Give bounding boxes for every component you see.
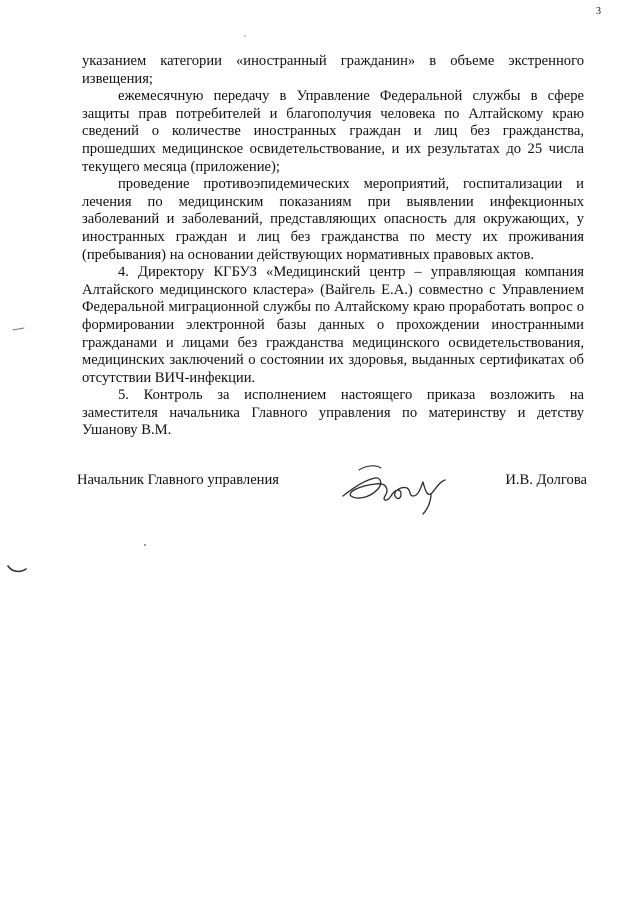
scan-artifact-dot [243, 34, 247, 38]
handwritten-signature [335, 456, 455, 516]
page-number: 3 [596, 6, 601, 17]
scan-artifact-side-mark [12, 326, 26, 332]
document-body [82, 53, 584, 440]
paragraph-2: ежемесячную передачу в Управление Федеральной службы в сфере защиты прав потребителей и благополучия человека по Алтайскому краю сведений о количестве иностранных граждан и лиц без гражданства, прошедших медицинское освидетельствование, и их результатах до 25 числа текущего месяца (приложение); [82, 88, 584, 175]
scan-artifact-left-mark [6, 562, 28, 576]
signer-title: Начальник Главного управления [77, 472, 280, 488]
signature-block [77, 456, 587, 516]
paragraph-5: 5. Контроль за исполнением настоящего приказа возложить на заместителя начальника Главного управления по материнству и детству Ушанову В.М. [82, 387, 584, 439]
scan-artifact-dot [143, 543, 147, 547]
signer-name: И.В. Долгова [505, 472, 587, 488]
paragraph-3: проведение противоэпидемических мероприятий, госпитализации и лечения по медицинским показаниям при выявлении инфекционных заболеваний и заболеваний, представляющих опасность для окружающих, у иностранных граждан и лиц без гражданства по месту их проживания (пребывания) на основании действующих нормативных правовых актов. [82, 176, 584, 263]
paragraph-4: 4. Директору КГБУЗ «Медицинский центр – управляющая компания Алтайского медицинского кластера» (Вайгель Е.А.) совместно с Управлением Федеральной миграционной службы по Алтайскому краю проработать вопрос о формировании электронной базы данных о прохождении иностранными гражданами и лицами без гражданства медицинского освидетельствования, медицинских заключений о состоянии их здоровья, выданных сертификатах об отсутствии ВИЧ-инфекции. [82, 264, 584, 386]
paragraph-1: указанием категории «иностранный гражданин» в объеме экстренного извещения; [82, 53, 584, 87]
